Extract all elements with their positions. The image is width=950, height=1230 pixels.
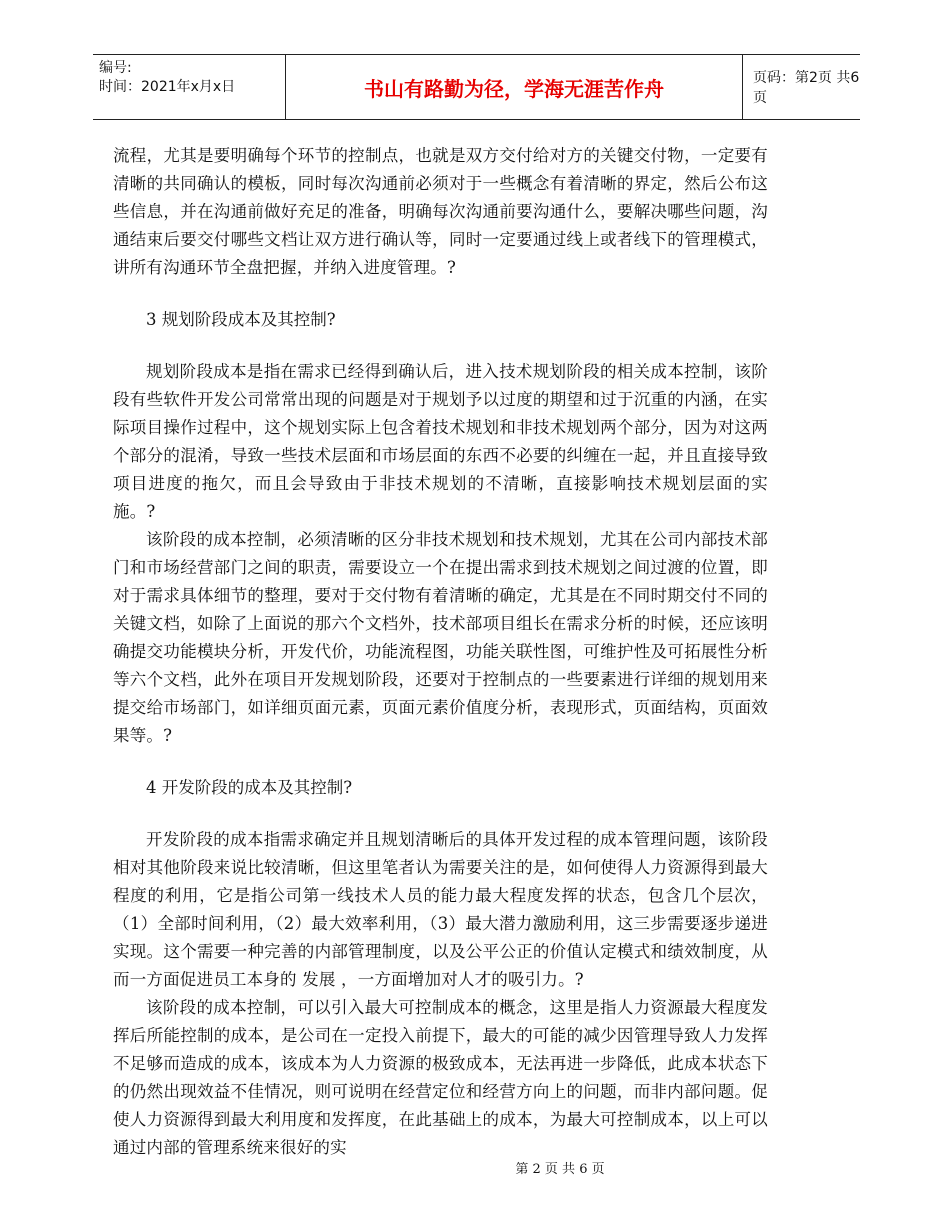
header-page-info: 页码：第2页 共6页 <box>753 70 860 106</box>
paragraph-development-cost: 开发阶段的成本指需求确定并且规划清晰后的具体开发过程的成本管理问题，该阶段相对其他阶段来说比较清晰，但这里笔者认为需要关注的是，如何使得人力资源得到最大程度的利用，它是指公司第一线技术人员的能力最大程度发挥的状态，包含几个层次，（1）全部时间利用，（2）最大效率利用，（3）最大潜力激励利用，这三步需要逐步递进实现。这个需要一种完善的内部管理制度，以及公平公正的价值认定模式和绩效制度，从而一方面促进员工本身的 发展 ，一方面增加对人才的吸引力。? <box>113 830 768 989</box>
paragraph-development-control: 该阶段的成本控制，可以引入最大可控制成本的概念，这里是指人力资源最大程度发挥后所能控制的成本，是公司在一定投入前提下，最大的可能的减少因管理导致人力发挥不足够而造成的成本，该成本为人力资源的极致成本，无法再进一步降低，此成本状态下的仍然出现效益不佳情况，则可说明在经营定位和经营方向上的问题，而非内部问题。促使人力资源得到最大利用度和发挥度，在此基础上的成本，为最大可控制成本，以上可以通过内部的管理系统来很好的实 <box>113 998 768 1157</box>
section-heading-3: 3 规划阶段成本及其控制? <box>146 310 336 329</box>
document-body <box>113 142 768 1162</box>
document-number-label: 编号: <box>99 60 132 76</box>
paragraph-process: 流程，尤其是要明确每个环节的控制点，也就是双方交付给对方的关键交付物，一定要有清晰的共同确认的模板，同时每次沟通前必须对于一些概念有着清晰的界定，然后公布这些信息，并在沟通前做好充足的准备，明确每次沟通前要沟通什么，要解决哪些问题，沟通结束后要交付哪些文档让双方进行确认等，同时一定要通过线上或者线下的管理模式，讲所有沟通环节全盘把握，并纳入进度管理。? <box>113 146 768 277</box>
page-footer: 第 2 页 共 6 页 <box>515 1162 605 1177</box>
header-motto: 书山有路勤为径，学海无涯苦作舟 <box>285 55 743 119</box>
page-header <box>93 54 860 120</box>
paragraph-planning-control: 该阶段的成本控制，必须清晰的区分非技术规划和技术规划，尤其在公司内部技术部门和市场经营部门之间的职责，需要设立一个在提出需求到技术规划之间过渡的位置，即对于需求具体细节的整理，要对于交付物有着清晰的确定，尤其是在不同时期交付不同的关键文档，如除了上面说的那六个文档外，技术部项目组长在需求分析的时候，还应该明确提交功能模块分析，开发代价，功能流程图，功能关联性图，可维护性及可拓展性分析等六个文档，此外在项目开发规划阶段，还要对于控制点的一些要素进行详细的规划用来提交给市场部门，如详细页面元素，页面元素价值度分析，表现形式，页面结构，页面效果等。? <box>113 530 768 745</box>
paragraph-planning-cost: 规划阶段成本是指在需求已经得到确认后，进入技术规划阶段的相关成本控制，该阶段有些软件开发公司常常出现的问题是对于规划予以过度的期望和过于沉重的内涵，在实际项目操作过程中，这个规划实际上包含着技术规划和非技术规划两个部分，因为对这两个部分的混淆，导致一些技术层面和市场层面的东西不必要的纠缠在一起，并且直接导致项目进度的拖欠，而且会导致由于非技术规划的不清晰，直接影响技术规划层面的实施。? <box>113 362 768 521</box>
document-time-label: 时间：2021年x月x日 <box>99 79 236 95</box>
section-heading-4: 4 开发阶段的成本及其控制? <box>146 778 353 797</box>
header-left-info <box>99 59 235 97</box>
